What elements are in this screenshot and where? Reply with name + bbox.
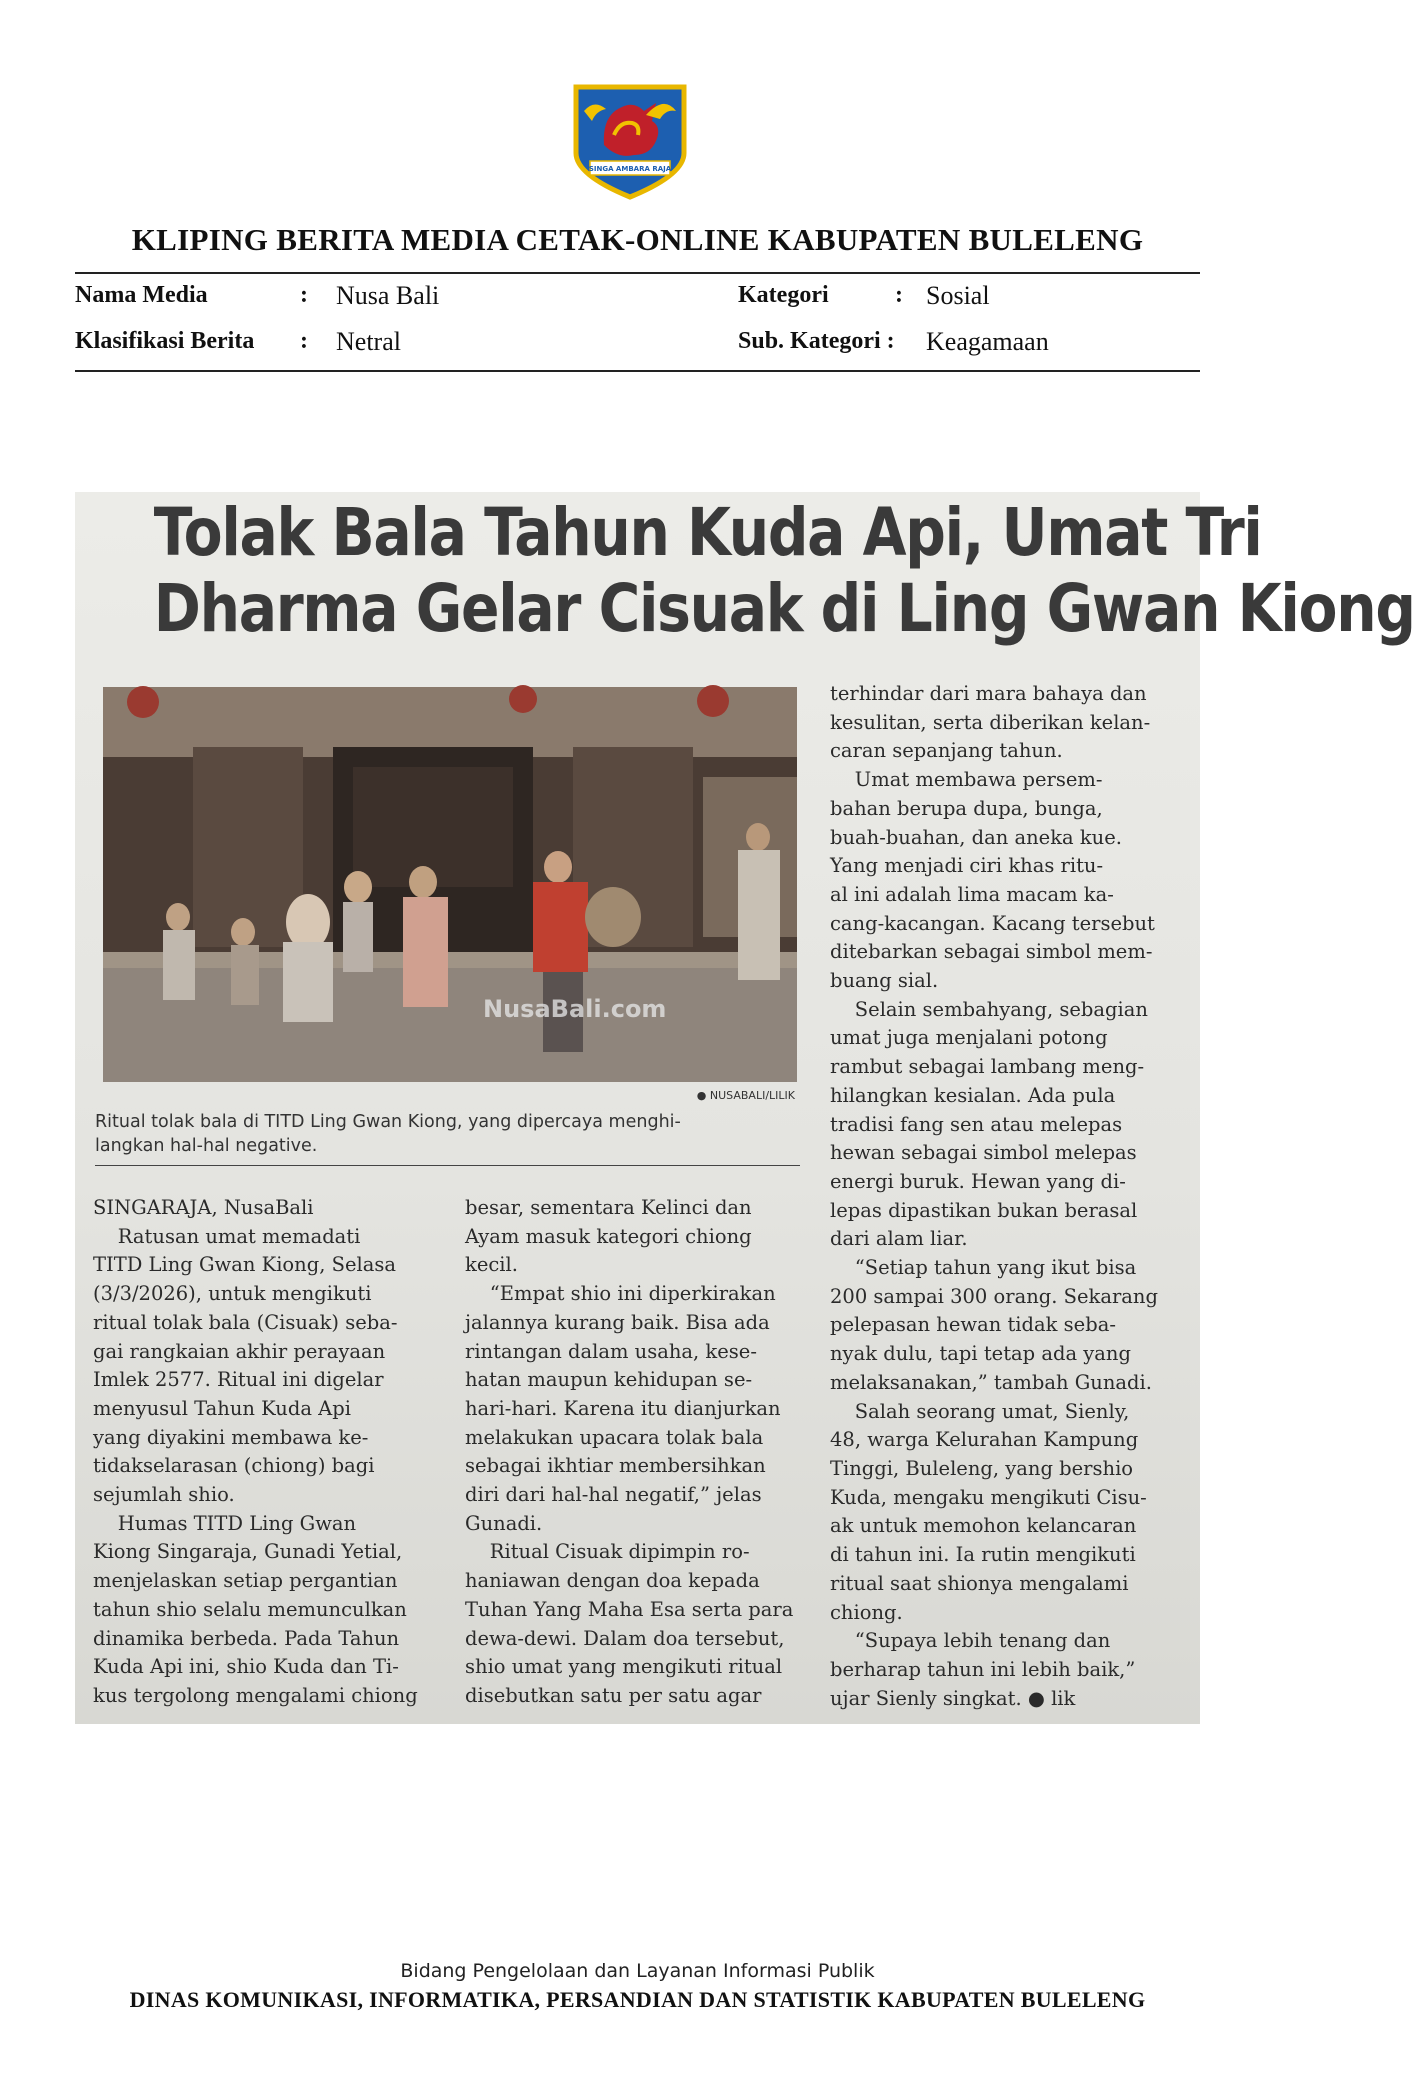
article-text-line: caran sepanjang tahun. <box>830 739 1063 763</box>
article-text-line: hari-hari. Karena itu dianjurkan <box>465 1396 781 1420</box>
article-text-line: dari alam liar. <box>830 1227 968 1251</box>
classification-value: Netral <box>336 327 401 356</box>
article-text-line: menjelaskan setiap pergantian <box>93 1569 398 1593</box>
article-text-line: tahun shio selalu memunculkan <box>93 1597 407 1621</box>
article-text-line: Kuda Api ini, shio Kuda dan Ti- <box>93 1655 399 1679</box>
article-column-3 <box>830 680 1190 1713</box>
article-text-line: rintangan dalam usaha, kese- <box>465 1339 757 1363</box>
photo-credit: ● NUSABALI/LILIK <box>696 1089 795 1102</box>
category-colon: : <box>895 282 903 308</box>
article-text-line: melakukan upacara tolak bala <box>465 1425 764 1449</box>
article-text-line: pelepasan hewan tidak seba- <box>830 1313 1116 1337</box>
caption-rule <box>95 1165 800 1166</box>
article-text-line: Selain sembahyang, sebagian <box>830 997 1148 1021</box>
article-text-line: “Setiap tahun yang ikut bisa <box>830 1256 1137 1280</box>
article-text-line: di tahun ini. Ia rutin mengikuti <box>830 1543 1136 1567</box>
article-text-line: yang diyakini membawa ke- <box>93 1425 369 1449</box>
article-text-line: dinamika berbeda. Pada Tahun <box>93 1626 400 1650</box>
article-photo <box>103 687 797 1082</box>
article-text-line: kecil. <box>465 1253 518 1277</box>
media-colon: : <box>300 282 308 308</box>
classification-colon: : <box>300 328 308 354</box>
article-text-line: rambut sebagai lambang meng- <box>830 1055 1145 1079</box>
footer-agency: DINAS KOMUNIKASI, INFORMATIKA, PERSANDIAN DAN STATISTIK KABUPATEN BULELENG <box>129 1987 1146 2012</box>
article-text-line: (3/3/2026), untuk mengikuti <box>93 1282 372 1306</box>
article-text-line: Kuda, mengaku mengikuti Cisu- <box>830 1485 1147 1509</box>
svg-text:NusaBali.com: NusaBali.com <box>483 995 667 1023</box>
article-text-line: Salah seorang umat, Sienly, <box>830 1399 1130 1423</box>
article-text-line: al ini adalah lima macam ka- <box>830 882 1114 906</box>
article-text-line: menyusul Tahun Kuda Api <box>93 1396 351 1420</box>
header-rule-bottom <box>75 370 1200 372</box>
buleleng-crest-logo <box>564 75 696 201</box>
article-text-line: Tinggi, Buleleng, yang bershio <box>830 1456 1134 1480</box>
article-text-line: disebutkan satu per satu agar <box>465 1683 762 1707</box>
article-text-line: sebagai ikhtiar membersihkan <box>465 1454 766 1478</box>
header-rule-top <box>75 272 1200 274</box>
article-text-line: hewan sebagai simbol melepas <box>830 1141 1137 1165</box>
article-text-line: ditebarkan sebagai simbol mem- <box>830 940 1153 964</box>
article-text-line: buah-buahan, dan aneka kue. <box>830 825 1122 849</box>
article-text-line: bahan berupa dupa, bunga, <box>830 796 1103 820</box>
article-text-line: ak untuk memohon kelancaran <box>830 1514 1137 1538</box>
article-text-line: nyak dulu, tapi tetap ada yang <box>830 1342 1131 1366</box>
article-text-line: kus tergolong mengalami chiong <box>93 1683 418 1707</box>
article-text-line: ujar Sienly singkat. ● lik <box>830 1686 1076 1710</box>
article-text-line: ritual tolak bala (Cisuak) seba- <box>93 1310 398 1334</box>
article-text-line: terhindar dari mara bahaya dan <box>830 682 1147 705</box>
article-column-2 <box>465 1194 797 1711</box>
caption-line: Ritual tolak bala di TITD Ling Gwan Kiong, yang dipercaya menghi- <box>95 1112 681 1132</box>
article-text-line: buang sial. <box>830 969 939 993</box>
headline-line-2: Dharma Gelar Cisuak di Ling Gwan Kiong <box>153 570 1415 647</box>
subcategory-value: Keagamaan <box>926 327 1049 356</box>
article-text-line: Gunadi. <box>465 1511 543 1535</box>
article-text-line: umat juga menjalani potong <box>830 1026 1108 1050</box>
article-text-line: Ritual Cisuak dipimpin ro- <box>465 1540 750 1564</box>
photo-caption <box>95 1110 805 1158</box>
page-title: KLIPING BERITA MEDIA CETAK-ONLINE KABUPATEN BULELENG <box>131 222 1144 257</box>
article-text-line: diri dari hal-hal negatif,” jelas <box>465 1483 762 1507</box>
article-text-line: melaksanakan,” tambah Gunadi. <box>830 1370 1152 1394</box>
classification-label: Klasifikasi Berita <box>75 328 255 354</box>
article-text-line: TITD Ling Gwan Kiong, Selasa <box>93 1253 397 1277</box>
media-value: Nusa Bali <box>336 281 440 310</box>
media-label: Nama Media <box>75 282 208 308</box>
article-text-line: gai rangkaian akhir perayaan <box>93 1339 386 1363</box>
article-text-line: jalannya kurang baik. Bisa ada <box>465 1310 770 1334</box>
category-value: Sosial <box>926 281 990 310</box>
footer-unit: Bidang Pengelolaan dan Layanan Informasi Publik <box>400 1960 875 1982</box>
caption-line: langkan hal-hal negative. <box>95 1136 318 1156</box>
article-text-line: dewa-dewi. Dalam doa tersebut, <box>465 1626 785 1650</box>
article-text-line: berharap tahun ini lebih baik,” <box>830 1657 1136 1681</box>
headline-line-1: Tolak Bala Tahun Kuda Api, Umat Tri <box>153 494 1262 571</box>
article-text-line: Yang menjadi ciri khas ritu- <box>830 854 1104 878</box>
article-text-line: lepas dipastikan bukan berasal <box>830 1198 1138 1222</box>
article-text-line: Tuhan Yang Maha Esa serta para <box>465 1597 794 1621</box>
article-text-line: 200 sampai 300 orang. Sekarang <box>830 1284 1158 1308</box>
article-text-line: cang-kacangan. Kacang tersebut <box>830 911 1155 935</box>
article-text-line: tidakselarasan (chiong) bagi <box>93 1454 375 1478</box>
newspaper-clipping <box>75 492 1415 1724</box>
svg-text:SINGA AMBARA RAJA: SINGA AMBARA RAJA <box>588 165 672 173</box>
article-text-line: “Supaya lebih tenang dan <box>830 1629 1111 1653</box>
article-text-line: tradisi fang sen atau melepas <box>830 1112 1123 1136</box>
subcategory-label: Sub. Kategori : <box>738 328 895 354</box>
article-text-line: Ayam masuk kategori chiong <box>465 1224 752 1248</box>
article-text-line: sejumlah shio. <box>93 1483 235 1507</box>
article-text-line: ritual saat shionya mengalami <box>830 1571 1129 1595</box>
article-text-line: besar, sementara Kelinci dan <box>465 1196 752 1219</box>
article-text-line: Ratusan umat memadati <box>93 1224 361 1248</box>
article-text-line: shio umat yang mengikuti ritual <box>465 1655 783 1679</box>
article-text-line: Umat membawa persem- <box>830 768 1103 792</box>
article-text-line: chiong. <box>830 1600 903 1624</box>
category-label: Kategori <box>738 282 829 308</box>
article-text-line: energi buruk. Hewan yang di- <box>830 1169 1126 1193</box>
article-text-line: hilangkan kesialan. Ada pula <box>830 1083 1116 1107</box>
article-text-line: kesulitan, serta diberikan kelan- <box>830 710 1151 734</box>
article-text-line: SINGARAJA, NusaBali <box>93 1196 314 1219</box>
article-column-1 <box>93 1194 423 1711</box>
article-text-line: hatan maupun kehidupan se- <box>465 1368 753 1392</box>
article-text-line: haniawan dengan doa kepada <box>465 1569 760 1593</box>
article-text-line: Imlek 2577. Ritual ini digelar <box>93 1368 384 1392</box>
article-text-line: 48, warga Kelurahan Kampung <box>830 1428 1139 1452</box>
article-text-line: Humas TITD Ling Gwan <box>93 1511 357 1535</box>
article-text-line: Kiong Singaraja, Gunadi Yetial, <box>93 1540 403 1564</box>
article-text-line: “Empat shio ini diperkirakan <box>465 1282 776 1306</box>
